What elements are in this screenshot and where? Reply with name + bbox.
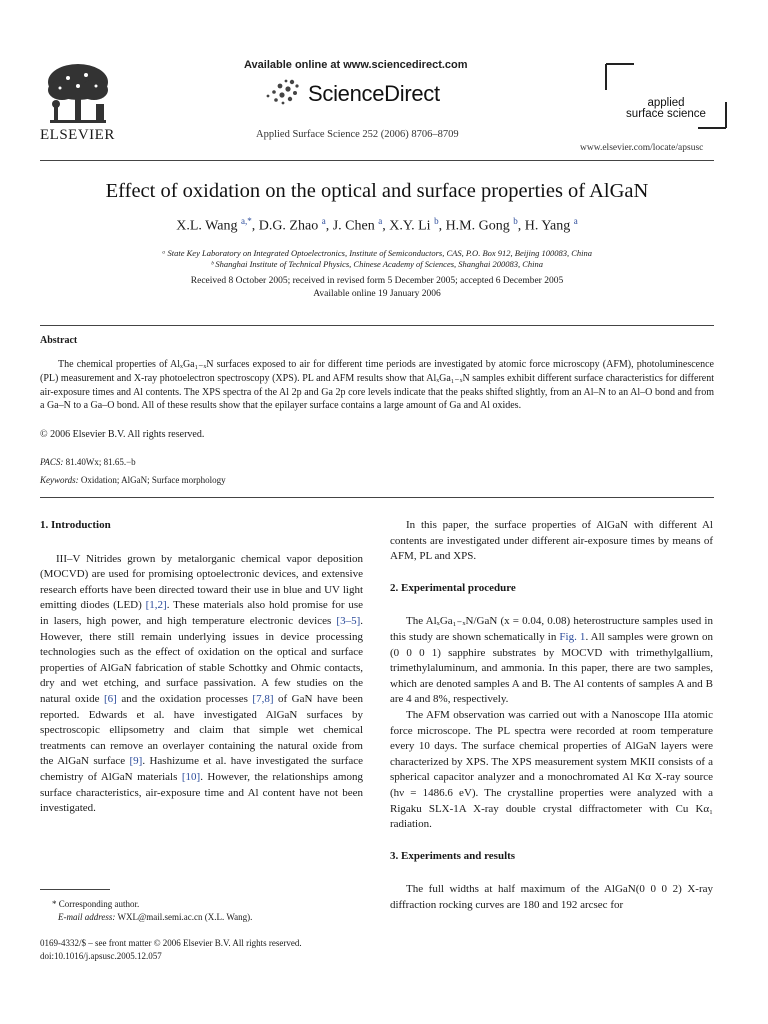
elsevier-tree-logo-icon [40, 60, 116, 130]
article-title: Effect of oxidation on the optical and surface properties of AlGaN [105, 180, 649, 202]
intro-text-7: . However, the relationships among surface characteristics, air-exposure time and Al content have not been investigated. [40, 770, 363, 815]
citation-link[interactable]: [10] [181, 770, 201, 783]
citation-link[interactable]: [3–5] [336, 614, 361, 627]
publisher-name: ELSEVIER [40, 127, 115, 143]
doi-link[interactable]: doi:10.1016/j.apsusc.2005.12.057 [40, 951, 162, 961]
sciencedirect-wordmark: ScienceDirect [308, 81, 440, 106]
keywords-line [40, 475, 226, 485]
author-name: H. Yang [524, 218, 571, 234]
keywords-values: Oxidation; AlGaN; Surface morphology [80, 475, 226, 485]
section-1-heading: 1. Introduction [40, 519, 111, 531]
author-affiliation-mark[interactable]: b [513, 216, 518, 226]
journal-reference: Applied Surface Science 252 (2006) 8706–8709 [256, 129, 459, 140]
experimental-paragraph-1 [390, 614, 713, 708]
citation-link[interactable]: [7,8] [252, 692, 274, 705]
experimental-paragraph-2: The AFM observation was carried out with a Nanoscope IIIa atomic force microscope. The PL spectra were recorded at room temperature every 10 days. The surface chemical properties of AlGaN layers were characterized by XPS. The XPS measurement system MKII consists of a spherical capacitor analyzer and a monochromated Al Kα X-ray source (hν = 1486.6 eV). The crystalline properties were analyzed with a Rigaku SLX-1A X-ray double crystal diffractometer with Cu Kα₁ radiation. [390, 708, 713, 831]
keywords-label: Keywords: [40, 475, 79, 485]
received-dates: Received 8 October 2005; received in revised form 5 December 2005; accepted 6 December 2005 [190, 276, 564, 286]
email-note [58, 912, 252, 922]
citation-link[interactable]: [6] [104, 692, 117, 705]
affiliation-a: ᵃ State Key Laboratory on Integrated Optoelectronics, Institute of Semiconductors, CAS, P.O. Box 912, Beijing 100083, China [162, 248, 592, 258]
pacs-label: PACS: [40, 457, 64, 467]
issn-block [40, 937, 302, 963]
experimental-text-2: . All samples were grown on (0 0 0 1) sapphire substrates by MOCVD with trimethylgallium, trimethylaluminum, and ammonia. In this paper, there are two samples, which are denoted samples A and B. The Al contents of samples A and B are 4 and 8%, respectively. [390, 630, 713, 706]
abstract-copyright: © 2006 Elsevier B.V. All rights reserved. [40, 429, 205, 440]
author-name: H.M. Gong [445, 218, 510, 234]
intro-text-6: . Hashizume et al. have investigated the surface chemistry of AlGaN materials [40, 755, 363, 783]
intro-text-1: III–V Nitrides grown by metalorganic chemical vapor deposition (MOCVD) are used for promising optoelectronic devices, and extensive research efforts have been directed toward their use in blue and UV light emitting diodes (LED) [40, 552, 363, 612]
email-label: E-mail address: [58, 912, 116, 922]
author-name: J. Chen [332, 218, 375, 234]
experimental-text-1: The AlₓGa₁₋ₓN/GaN (x = 0.04, 0.08) heterostructure samples used in this study are shown schematically in [390, 615, 713, 643]
corresponding-author-note: * Corresponding author. [52, 899, 140, 909]
journal-url-link[interactable]: www.elsevier.com/locate/apsusc [580, 143, 704, 153]
email-address-link[interactable]: WXL@mail.semi.ac.cn (X.L. Wang). [117, 912, 253, 922]
journal-logo-line2: surface science [626, 108, 706, 120]
abstract-top-divider [40, 325, 714, 326]
figure-link[interactable]: Fig. 1 [559, 630, 586, 643]
section-2-heading: 2. Experimental procedure [390, 581, 516, 594]
citation-link[interactable]: [9] [129, 755, 143, 768]
author-name: D.G. Zhao [258, 218, 319, 234]
intro-text-4: and the oxidation processes [116, 692, 253, 705]
journal-logo-text [604, 98, 728, 120]
abstract-heading: Abstract [40, 335, 78, 346]
intro-text-3: . However, there still remain underlying issues in device processing technologies such as the effect of oxidation on the optical and surface properties of AlGaN fabrication of stable Schottky and Ohmic contacts, dry and wet etching, and surface passivation. A few studies on the natural oxide [40, 614, 363, 705]
journal-cover-logo-icon [604, 60, 728, 132]
results-paragraph: The full widths at half maximum of the AlGaN(0 0 0 2) X-ray diffraction rocking curves are 180 and 192 arcsec for [390, 883, 713, 911]
author-affiliation-mark[interactable]: a [378, 216, 383, 226]
intro-paragraph [40, 552, 363, 817]
journal-logo-line1: applied [647, 97, 685, 109]
pacs-codes: 81.40Wx; 81.65.−b [65, 457, 136, 467]
author-name: X.Y. Li [389, 218, 431, 234]
intro-text-2: . These materials also hold promise for use in lasers, high power, and high temperature electronic devices [40, 599, 363, 627]
right-column [390, 518, 713, 913]
issn-line: 0169-4332/$ – see front matter © 2006 Elsevier B.V. All rights reserved. [40, 938, 302, 948]
intro-continuation-paragraph: In this paper, the surface properties of AlGaN with different Al contents are investigated under different air-exposure times by means of AFM, PL and XPS. [390, 519, 713, 563]
pacs-line [40, 457, 136, 467]
sciencedirect-dots-icon [262, 76, 302, 106]
author-affiliation-mark[interactable]: a [573, 216, 578, 226]
intro-text-5: of GaN have been reported. Edwards et al. have investigated AlGaN surfaces by spectroscopic ellipsometry and claim that simple wet chemical treatments can remove an overlayer containing the natural oxide from the AlGaN surface [40, 692, 363, 768]
left-column [40, 518, 363, 817]
affiliation-b: ᵇ Shanghai Institute of Technical Physics, Chinese Academy of Sciences, Shanghai 200083, China [210, 259, 544, 269]
author-name: X.L. Wang [176, 218, 238, 234]
header-divider [40, 160, 714, 161]
abstract-bottom-divider [40, 497, 714, 498]
author-affiliation-mark[interactable]: b [434, 216, 439, 226]
author-affiliation-mark[interactable]: a,* [240, 216, 252, 226]
available-online-text: Available online at www.sciencedirect.com [244, 59, 468, 71]
abstract-body: The chemical properties of AlₓGa₁₋ₓN surfaces exposed to air for different time periods are investigated by atomic force microscopy (AFM), photoluminescence (PL) measurement and X-ray photoelectron spectroscopy (XPS). PL and AFM results show that AlₓGa₁₋ₓN samples exhibit different surface characteristics for different air-exposure times and Al contents. The XPS spectra of the Al 2p and Ga 2p core levels indicate that the peaks shifted slightly, from an Al–N to an Al–O bond and from a Ga–N to a Ga–O bond. All of these results show that the epilayer surface contains a large amount of Ga and Al oxides. [40, 359, 714, 412]
section-3-heading: 3. Experiments and results [390, 849, 516, 862]
available-online-date: Available online 19 January 2006 [313, 289, 441, 299]
author-list: X.L. Wang $^{a,*}$, D.G. Zhao $^a$, J. Chen $^a$, X.Y. Li $^b$, H.M. Gong $^b$, H. Yang $^a$ [176, 216, 578, 234]
footnote-divider [40, 889, 110, 890]
citation-link[interactable]: [1,2] [145, 599, 167, 612]
author-affiliation-mark[interactable]: a [321, 216, 326, 226]
